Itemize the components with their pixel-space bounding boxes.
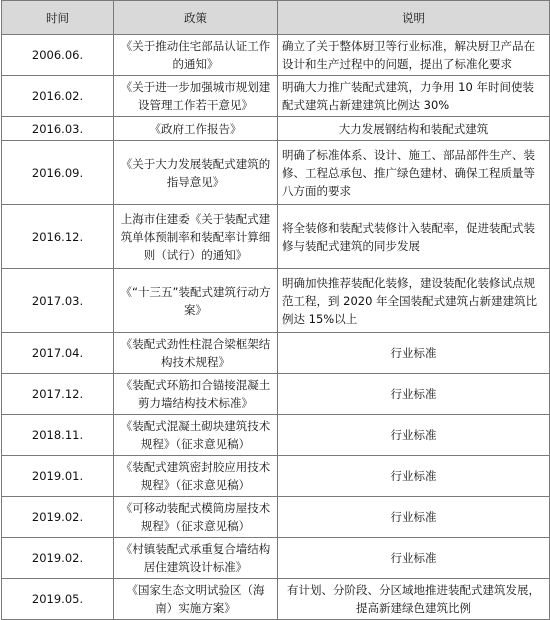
cell-note: 有计划、分阶段、分区域地推进装配式建筑发展，提高新建绿色建筑比例 — [278, 579, 550, 620]
table-row — [2, 415, 550, 456]
cell-policy: 《政府工作报告》 — [114, 117, 278, 141]
cell-policy: 《村镇装配式承重复合墙结构居住建筑设计标准》 — [114, 538, 278, 579]
cell-policy: 《关于大力发展装配式建筑的指导意见》 — [114, 141, 278, 205]
policy-table — [1, 0, 550, 620]
table-body — [2, 35, 550, 620]
table-row — [2, 333, 550, 374]
header-note: 说明 — [278, 1, 550, 35]
table-row — [2, 456, 550, 497]
cell-time: 2016.12. — [2, 205, 114, 269]
table-row — [2, 374, 550, 415]
cell-policy: 上海市住建委《关于装配式建筑单体预制率和装配率计算细则（试行）的通知》 — [114, 205, 278, 269]
cell-time: 2017.04. — [2, 333, 114, 374]
table-row — [2, 76, 550, 117]
cell-policy: 《装配式环筋扣合锚接混凝土剪力墙结构技术标准》 — [114, 374, 278, 415]
table-row — [2, 35, 550, 76]
cell-policy: 《可移动装配式模筒房屋技术规程》（征求意见稿） — [114, 497, 278, 538]
table-row — [2, 269, 550, 333]
cell-time: 2019.01. — [2, 456, 114, 497]
cell-note: 行业标准 — [278, 456, 550, 497]
header-time: 时间 — [2, 1, 114, 35]
table-row — [2, 117, 550, 141]
cell-time: 2006.06. — [2, 35, 114, 76]
cell-policy: 《关于进一步加强城市规划建设管理工作若干意见》 — [114, 76, 278, 117]
cell-note: 确立了关于整体厨卫等行业标准，解决厨卫产品在设计和生产过程中的问题，提出了标准化要求 — [278, 35, 550, 76]
cell-time: 2016.09. — [2, 141, 114, 205]
cell-policy: 《装配式建筑密封胶应用技术规程》（征求意见稿） — [114, 456, 278, 497]
table-row — [2, 141, 550, 205]
cell-time: 2016.03. — [2, 117, 114, 141]
table-row — [2, 205, 550, 269]
table-row — [2, 497, 550, 538]
header-row — [2, 1, 550, 35]
cell-time: 2017.03. — [2, 269, 114, 333]
cell-note: 行业标准 — [278, 333, 550, 374]
cell-policy: 《国家生态文明试验区（海南）实施方案》 — [114, 579, 278, 620]
cell-note: 明确加快推荐装配化装修，建设装配化装修试点规范工程，到 2020 年全国装配式建筑占新建建筑比例达 15%以上 — [278, 269, 550, 333]
table-row — [2, 538, 550, 579]
cell-note: 将全装修和装配式装修计入装配率，促进装配式装修与装配式建筑的同步发展 — [278, 205, 550, 269]
table-row — [2, 579, 550, 620]
cell-policy: 《“十三五”装配式建筑行动方案》 — [114, 269, 278, 333]
cell-time: 2019.02. — [2, 538, 114, 579]
cell-policy: 《装配式劲性柱混合梁框架结构技术规程》 — [114, 333, 278, 374]
cell-note: 行业标准 — [278, 374, 550, 415]
cell-time: 2017.12. — [2, 374, 114, 415]
cell-note: 行业标准 — [278, 415, 550, 456]
cell-time: 2019.02. — [2, 497, 114, 538]
cell-note: 大力发展钢结构和装配式建筑 — [278, 117, 550, 141]
cell-note: 行业标准 — [278, 538, 550, 579]
cell-note: 明确了标准体系、设计、施工、部品部件生产、装修、工程总承包、推广绿色建材、确保工程质量等八方面的要求 — [278, 141, 550, 205]
cell-time: 2018.11. — [2, 415, 114, 456]
cell-time: 2016.02. — [2, 76, 114, 117]
cell-policy: 《关于推动住宅部品认证工作的通知》 — [114, 35, 278, 76]
cell-note: 行业标准 — [278, 497, 550, 538]
cell-policy: 《装配式混凝土砌块建筑技术规程》（征求意见稿） — [114, 415, 278, 456]
header-policy: 政策 — [114, 1, 278, 35]
cell-time: 2019.05. — [2, 579, 114, 620]
cell-note: 明确大力推广装配式建筑，力争用 10 年时间使装配式建筑占新建建筑比例达 30% — [278, 76, 550, 117]
